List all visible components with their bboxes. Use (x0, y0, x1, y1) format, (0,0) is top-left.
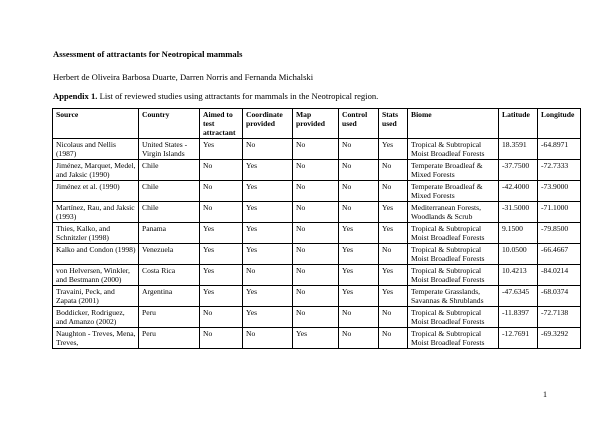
header-control: Control used (339, 109, 379, 139)
cell-stats: Yes (379, 223, 408, 244)
cell-coordinate: No (243, 328, 293, 349)
cell-longitude: -72.7333 (538, 160, 581, 181)
cell-coordinate: Yes (243, 202, 293, 223)
table-header-row (53, 109, 581, 139)
cell-control: No (339, 328, 379, 349)
table-row (53, 265, 581, 286)
header-biome: Biome (408, 109, 499, 139)
cell-country: Argentina (139, 286, 200, 307)
cell-longitude: -79.8500 (538, 223, 581, 244)
cell-coordinate: Yes (243, 160, 293, 181)
cell-country: Chile (139, 160, 200, 181)
cell-country: Chile (139, 181, 200, 202)
cell-control: Yes (339, 265, 379, 286)
table-row (53, 223, 581, 244)
cell-map: No (293, 223, 339, 244)
cell-map: No (293, 181, 339, 202)
header-map: Map provided (293, 109, 339, 139)
table-caption (53, 91, 378, 101)
cell-biome: Tropical & Subtropical Moist Broadleaf Forests (408, 244, 499, 265)
header-aimed-to-test: Aimed to test attractant (200, 109, 243, 139)
cell-stats: Yes (379, 139, 408, 160)
cell-map: No (293, 202, 339, 223)
table-row (53, 307, 581, 328)
cell-longitude: -72.7138 (538, 307, 581, 328)
cell-aimed: Yes (200, 286, 243, 307)
cell-biome: Mediterranean Forests, Woodlands & Scrub (408, 202, 499, 223)
cell-map: Yes (293, 328, 339, 349)
cell-latitude: 10.0500 (499, 244, 538, 265)
cell-latitude: -37.7500 (499, 160, 538, 181)
cell-biome: Temperate Broadleaf & Mixed Forests (408, 181, 499, 202)
cell-biome: Tropical & Subtropical Moist Broadleaf Forests (408, 328, 499, 349)
document-title: Assessment of attractants for Neotropical mammals (53, 49, 243, 59)
cell-longitude: -66.4667 (538, 244, 581, 265)
header-longitude: Longitude (538, 109, 581, 139)
cell-latitude: -47.6345 (499, 286, 538, 307)
cell-control: Yes (339, 244, 379, 265)
cell-source: Kalko and Condon (1998) (53, 244, 139, 265)
cell-map: No (293, 139, 339, 160)
cell-longitude: -73.9000 (538, 181, 581, 202)
cell-longitude: -71.1000 (538, 202, 581, 223)
cell-longitude: -68.0374 (538, 286, 581, 307)
header-stats: Stats used (379, 109, 408, 139)
cell-country: Panama (139, 223, 200, 244)
caption-label: Appendix 1. (53, 91, 98, 101)
cell-biome: Tropical & Subtropical Moist Broadleaf Forests (408, 265, 499, 286)
cell-source: von Helversen, Winkler, and Bestmann (2000) (53, 265, 139, 286)
cell-source: Martínez, Rau, and Jaksic (1993) (53, 202, 139, 223)
cell-biome: Temperate Grasslands, Savannas & Shrublands (408, 286, 499, 307)
cell-control: No (339, 160, 379, 181)
cell-coordinate: Yes (243, 244, 293, 265)
cell-country: Peru (139, 307, 200, 328)
cell-biome: Temperate Broadleaf & Mixed Forests (408, 160, 499, 181)
cell-aimed: No (200, 328, 243, 349)
cell-biome: Tropical & Subtropical Moist Broadleaf Forests (408, 139, 499, 160)
cell-biome: Tropical & Subtropical Moist Broadleaf Forests (408, 223, 499, 244)
cell-country: Chile (139, 202, 200, 223)
cell-longitude: -69.3292 (538, 328, 581, 349)
cell-latitude: -42.4000 (499, 181, 538, 202)
cell-source: Travaini, Peck, and Zapata (2001) (53, 286, 139, 307)
cell-stats: No (379, 181, 408, 202)
cell-map: No (293, 286, 339, 307)
cell-map: No (293, 265, 339, 286)
header-latitude: Latitude (499, 109, 538, 139)
cell-country: Costa Rica (139, 265, 200, 286)
cell-source: Boddicker, Rodriguez, and Amanzo (2002) (53, 307, 139, 328)
cell-aimed: No (200, 307, 243, 328)
studies-table (52, 108, 581, 349)
cell-latitude: 18.3591 (499, 139, 538, 160)
cell-latitude: -31.5000 (499, 202, 538, 223)
cell-coordinate: No (243, 139, 293, 160)
cell-latitude: -11.8397 (499, 307, 538, 328)
cell-biome: Tropical & Subtropical Moist Broadleaf Forests (408, 307, 499, 328)
cell-control: No (339, 139, 379, 160)
cell-latitude: 10.4213 (499, 265, 538, 286)
cell-source: Jiménez, Marquet, Medel, and Jaksic (1990) (53, 160, 139, 181)
cell-stats: No (379, 307, 408, 328)
cell-country: United States - Virgin Islands (139, 139, 200, 160)
header-country: Country (139, 109, 200, 139)
cell-stats: Yes (379, 202, 408, 223)
table-row (53, 202, 581, 223)
cell-aimed: Yes (200, 223, 243, 244)
cell-aimed: Yes (200, 244, 243, 265)
cell-aimed: Yes (200, 139, 243, 160)
cell-map: No (293, 160, 339, 181)
cell-stats: No (379, 244, 408, 265)
cell-map: No (293, 244, 339, 265)
cell-map: No (293, 307, 339, 328)
table-row (53, 181, 581, 202)
cell-stats: No (379, 328, 408, 349)
cell-control: No (339, 181, 379, 202)
page-number: 1 (543, 390, 547, 399)
table-row (53, 139, 581, 160)
cell-aimed: No (200, 181, 243, 202)
cell-latitude: 9.1500 (499, 223, 538, 244)
cell-aimed: Yes (200, 265, 243, 286)
cell-country: Peru (139, 328, 200, 349)
cell-control: Yes (339, 223, 379, 244)
cell-source: Thies, Kalko, and Schnitzler (1998) (53, 223, 139, 244)
table-row (53, 328, 581, 349)
cell-coordinate: Yes (243, 307, 293, 328)
table-row (53, 244, 581, 265)
cell-country: Venezuela (139, 244, 200, 265)
cell-control: Yes (339, 286, 379, 307)
cell-coordinate: Yes (243, 286, 293, 307)
cell-coordinate: No (243, 265, 293, 286)
cell-aimed: No (200, 160, 243, 181)
cell-stats: Yes (379, 265, 408, 286)
cell-coordinate: Yes (243, 223, 293, 244)
cell-stats: Yes (379, 286, 408, 307)
cell-control: No (339, 202, 379, 223)
caption-text: List of reviewed studies using attractants for mammals in the Neotropical region. (97, 91, 379, 101)
cell-coordinate: Yes (243, 181, 293, 202)
cell-source: Nicolaus and Nellis (1987) (53, 139, 139, 160)
author-list: Herbert de Oliveira Barbosa Duarte, Darren Norris and Fernanda Michalski (53, 72, 314, 82)
cell-stats: No (379, 160, 408, 181)
cell-longitude: -84.0214 (538, 265, 581, 286)
cell-latitude: -12.7691 (499, 328, 538, 349)
cell-longitude: -64.8971 (538, 139, 581, 160)
cell-control: No (339, 307, 379, 328)
header-source: Source (53, 109, 139, 139)
cell-source: Jiménez et al. (1990) (53, 181, 139, 202)
table-row (53, 286, 581, 307)
cell-aimed: No (200, 202, 243, 223)
cell-source: Naughton - Treves, Mena, Treves, (53, 328, 139, 349)
table-row (53, 160, 581, 181)
header-coordinate: Coordinate provided (243, 109, 293, 139)
